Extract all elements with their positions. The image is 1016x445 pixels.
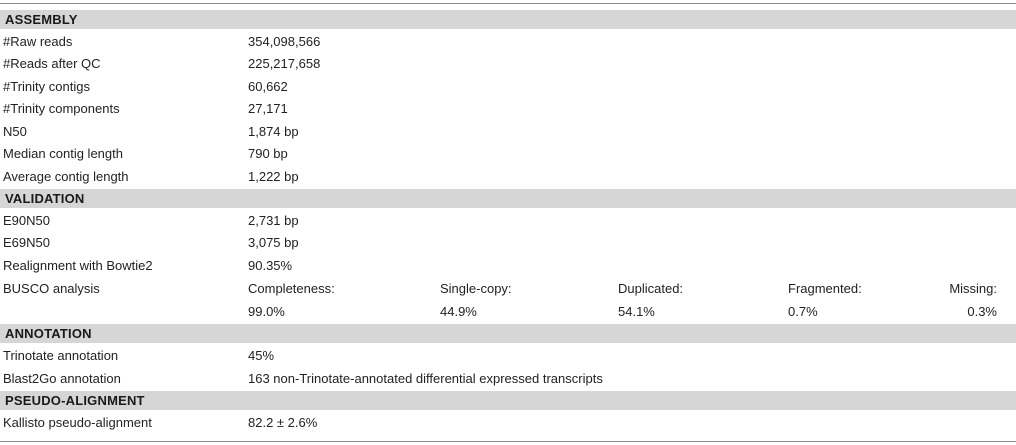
table-top-rule <box>0 3 1016 4</box>
row-value: 27,171 <box>248 101 288 116</box>
table-row <box>0 53 1016 75</box>
row-label: #Raw reads <box>3 34 73 49</box>
table-bottom-rule <box>0 441 1016 442</box>
table-row <box>0 31 1016 53</box>
table-row <box>0 98 1016 120</box>
table-row <box>0 210 1016 232</box>
row-value: 2,731 bp <box>248 213 299 228</box>
row-label: Average contig length <box>3 169 129 184</box>
row-value: 90.35% <box>248 258 293 273</box>
row-label: Blast2Go annotation <box>3 371 121 386</box>
row-value: 1,222 bp <box>248 169 299 184</box>
busco-completeness-header: Completeness: <box>248 281 335 296</box>
row-value: 790 bp <box>248 146 288 161</box>
row-label: Realignment with Bowtie2 <box>3 258 153 273</box>
row-label: #Trinity contigs <box>3 79 90 94</box>
section-header-assembly: ASSEMBLY <box>0 10 1016 29</box>
busco-duplicated-value: 54.1% <box>618 304 655 319</box>
section-header-annotation: ANNOTATION <box>0 324 1016 343</box>
row-value: 3,075 bp <box>248 235 299 250</box>
row-value: 163 non-Trinotate-annotated differential expressed transcripts <box>248 371 603 386</box>
table-row <box>0 232 1016 254</box>
row-label: E69N50 <box>3 235 50 250</box>
table-row <box>0 255 1016 277</box>
table-row <box>0 166 1016 188</box>
busco-missing-header: Missing: <box>949 281 997 296</box>
busco-header-row <box>0 278 1016 300</box>
busco-fragmented-value: 0.7% <box>788 304 818 319</box>
table-row <box>0 368 1016 390</box>
row-label: #Trinity components <box>3 101 120 116</box>
row-value: 60,662 <box>248 79 288 94</box>
table-row <box>0 143 1016 165</box>
row-value: 354,098,566 <box>248 34 321 49</box>
table-row <box>0 412 1016 434</box>
busco-label: BUSCO analysis <box>3 281 100 296</box>
row-value: 45% <box>248 348 275 363</box>
busco-values-row <box>0 301 1016 323</box>
busco-missing-value: 0.3% <box>967 304 997 319</box>
row-value: 1,874 bp <box>248 124 299 139</box>
row-label: Kallisto pseudo-alignment <box>3 415 152 430</box>
table-row <box>0 121 1016 143</box>
row-label: Trinotate annotation <box>3 348 119 363</box>
section-header-pseudo-alignment: PSEUDO-ALIGNMENT <box>0 391 1016 410</box>
row-value: 225,217,658 <box>248 56 321 71</box>
row-label: E90N50 <box>3 213 50 228</box>
row-value: 82.2 ± 2.6% <box>248 415 318 430</box>
row-label: N50 <box>3 124 27 139</box>
busco-fragmented-header: Fragmented: <box>788 281 862 296</box>
table-row <box>0 76 1016 98</box>
busco-completeness-value: 99.0% <box>248 304 285 319</box>
section-header-validation: VALIDATION <box>0 189 1016 208</box>
busco-single-copy-header: Single-copy: <box>440 281 512 296</box>
busco-duplicated-header: Duplicated: <box>618 281 684 296</box>
row-label: Median contig length <box>3 146 123 161</box>
row-label: #Reads after QC <box>3 56 101 71</box>
table-row <box>0 345 1016 367</box>
busco-single-copy-value: 44.9% <box>440 304 477 319</box>
